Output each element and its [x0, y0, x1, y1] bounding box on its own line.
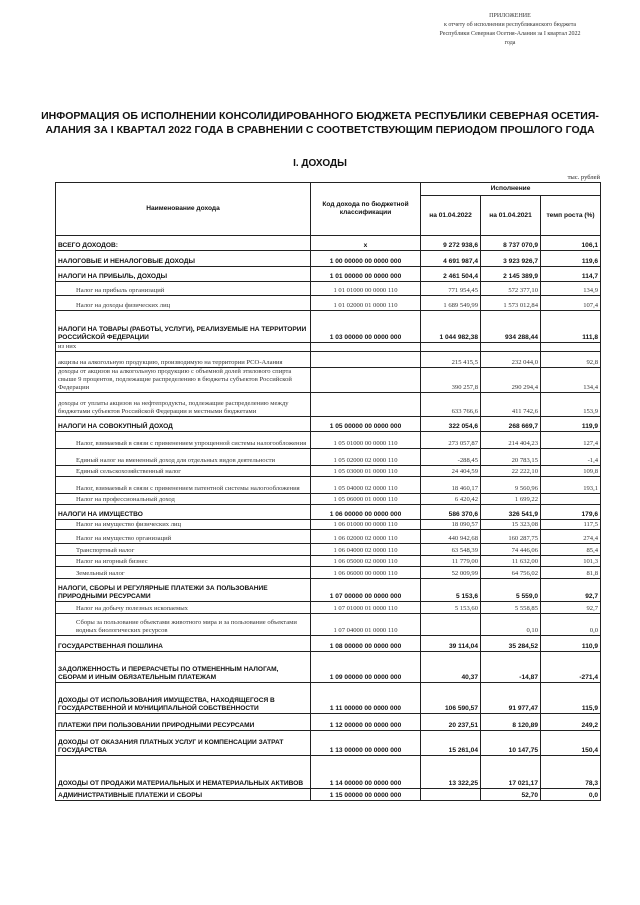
row-growth: 117,5 [541, 520, 601, 530]
row-code: 1 05 01000 00 0000 110 [311, 432, 421, 449]
appendix-line: ПРИЛОЖЕНИЕ [489, 13, 531, 19]
row-code: 1 06 01000 00 0000 110 [311, 520, 421, 530]
row-value-2022 [421, 343, 481, 352]
section-title: I. ДОХОДЫ [293, 158, 347, 169]
row-value-2022: 9 272 938,6 [421, 236, 481, 251]
header-2021: на 01.04.2021 [481, 196, 541, 236]
row-growth: 92,8 [541, 352, 601, 368]
row-growth [541, 494, 601, 505]
row-value-2021 [481, 343, 541, 352]
row-name: Налог на добычу полезных ископаемых [56, 602, 311, 614]
appendix-line: Республики Северная Осетия-Алания за I квартал 2022 [439, 31, 581, 37]
row-value-2021: 17 021,17 [481, 756, 541, 789]
row-code [311, 393, 421, 417]
row-value-2022: 4 691 987,4 [421, 251, 481, 267]
row-code [311, 352, 421, 368]
row-value-2021: 15 323,08 [481, 520, 541, 530]
row-value-2021: 11 632,00 [481, 556, 541, 567]
row-value-2022: 322 054,6 [421, 417, 481, 432]
row-name: Налог на имущество организаций [56, 530, 311, 544]
header-code: Код дохода по бюджетной классификации [311, 183, 421, 236]
row-value-2021: 5 559,0 [481, 579, 541, 602]
row-value-2021: 64 756,02 [481, 567, 541, 579]
table-row [56, 756, 601, 789]
row-name: ЗАДОЛЖЕННОСТЬ И ПЕРЕРАСЧЕТЫ ПО ОТМЕНЕННЫМ НАЛОГАМ, СБОРАМ И ИНЫМ ОБЯЗАТЕЛЬНЫМ ПЛАТЕЖАМ [56, 652, 311, 683]
row-value-2021: 160 287,75 [481, 530, 541, 544]
row-value-2022: 273 057,87 [421, 432, 481, 449]
row-value-2022: 52 009,99 [421, 567, 481, 579]
row-growth: 92,7 [541, 579, 601, 602]
appendix-line: к отчету об исполнении республиканского бюджета [443, 22, 577, 28]
table-row [56, 311, 601, 343]
row-value-2022: 39 114,04 [421, 636, 481, 652]
table-row [56, 714, 601, 731]
table-row [56, 652, 601, 683]
row-name: акцизы на алкогольную продукцию, производимую на территории РСО-Алания [56, 352, 311, 368]
row-growth: -271,4 [541, 652, 601, 683]
row-value-2021: 74 446,06 [481, 544, 541, 556]
row-name: АДМИНИСТРАТИВНЫЕ ПЛАТЕЖИ И СБОРЫ [56, 789, 311, 801]
row-name: из них [56, 343, 311, 352]
row-value-2021: 326 541,9 [481, 505, 541, 520]
header-2022: на 01.04.2022 [421, 196, 481, 236]
header-growth: темп роста (%) [541, 196, 601, 236]
row-name: ПЛАТЕЖИ ПРИ ПОЛЬЗОВАНИИ ПРИРОДНЫМИ РЕСУРСАМИ [56, 714, 311, 731]
row-code: 1 06 04000 02 0000 110 [311, 544, 421, 556]
row-value-2022: 24 404,59 [421, 466, 481, 477]
row-growth: 119,9 [541, 417, 601, 432]
row-name: ГОСУДАРСТВЕННАЯ ПОШЛИНА [56, 636, 311, 652]
row-growth: 153,9 [541, 393, 601, 417]
row-code: 1 13 00000 00 0000 000 [311, 731, 421, 756]
row-growth: 106,1 [541, 236, 601, 251]
row-value-2022: 20 237,51 [421, 714, 481, 731]
row-code: 1 07 04000 01 0000 110 [311, 614, 421, 636]
row-code: 1 14 00000 00 0000 000 [311, 756, 421, 789]
row-code: 1 03 00000 00 0000 000 [311, 311, 421, 343]
table-row [56, 432, 601, 449]
row-value-2022: 18 460,17 [421, 477, 481, 494]
table-row [56, 393, 601, 417]
row-value-2021: 91 977,47 [481, 683, 541, 714]
row-value-2022: 771 954,45 [421, 282, 481, 296]
row-name: Налог на прибыль организаций [56, 282, 311, 296]
row-growth: 110,9 [541, 636, 601, 652]
row-name: Налог на игорный бизнес [56, 556, 311, 567]
row-code: 1 07 01000 01 0000 110 [311, 602, 421, 614]
table-row [56, 417, 601, 432]
row-value-2021: 20 783,15 [481, 449, 541, 466]
row-name: Налог на профессиональный доход [56, 494, 311, 505]
row-growth: 134,9 [541, 282, 601, 296]
row-name: НАЛОГИ НА ПРИБЫЛЬ, ДОХОДЫ [56, 267, 311, 282]
row-value-2021: 214 404,23 [481, 432, 541, 449]
row-value-2022: 63 548,39 [421, 544, 481, 556]
table-row [56, 505, 601, 520]
row-value-2021: 934 288,44 [481, 311, 541, 343]
row-value-2022: 215 415,5 [421, 352, 481, 368]
row-code: 1 05 02000 02 0000 110 [311, 449, 421, 466]
table-row [56, 567, 601, 579]
unit-label: тыс. рублей [567, 174, 600, 181]
header-execution: Исполнение [421, 183, 601, 196]
row-value-2021: 8 737 070,9 [481, 236, 541, 251]
table-row [56, 466, 601, 477]
row-value-2022: 15 261,04 [421, 731, 481, 756]
row-name: доходы от акцизов на алкогольную продукцию с объемной долей этилового спирта свыше 9 процентов, подлежащие распределению в бюджеты субъектов Российской Федерации [56, 368, 311, 393]
row-name: Единый сельскохозяйственный налог [56, 466, 311, 477]
row-value-2022: 13 322,25 [421, 756, 481, 789]
row-value-2021: 0,10 [481, 614, 541, 636]
row-name: НАЛОГИ НА СОВОКУПНЫЙ ДОХОД [56, 417, 311, 432]
row-growth: 107,4 [541, 296, 601, 311]
row-value-2022: 106 590,57 [421, 683, 481, 714]
row-name: Налог на имущество физических лиц [56, 520, 311, 530]
row-growth: 0,0 [541, 614, 601, 636]
row-name: доходы от уплаты акцизов на нефтепродукты, подлежащие распределению между бюджетами субъектов Российской Федерации и местными бюджетами [56, 393, 311, 417]
row-value-2021: 52,70 [481, 789, 541, 801]
table-row [56, 683, 601, 714]
row-name: Налог на доходы физических лиц [56, 296, 311, 311]
header-name: Наименование дохода [56, 183, 311, 236]
row-code: 1 11 00000 00 0000 000 [311, 683, 421, 714]
row-growth: 109,8 [541, 466, 601, 477]
row-value-2022: 586 370,6 [421, 505, 481, 520]
row-value-2022: 5 153,6 [421, 579, 481, 602]
table-row [56, 636, 601, 652]
row-growth: 85,4 [541, 544, 601, 556]
row-growth: -1,4 [541, 449, 601, 466]
row-value-2022: 5 153,60 [421, 602, 481, 614]
row-value-2022: 633 766,6 [421, 393, 481, 417]
row-code: 1 09 00000 00 0000 000 [311, 652, 421, 683]
document-title: ИНФОРМАЦИЯ ОБ ИСПОЛНЕНИИ КОНСОЛИДИРОВАННОГО БЮДЖЕТА РЕСПУБЛИКИ СЕВЕРНАЯ ОСЕТИЯ-АЛАНИЯ ЗА I КВАРТАЛ 2022 ГОДА В СРАВНЕНИИ С СООТВЕТСТВУЮЩИМ ПЕРИОДОМ ПРОШЛОГО ГОДА [41, 110, 599, 136]
table-row [56, 343, 601, 352]
row-code: 1 12 00000 00 0000 000 [311, 714, 421, 731]
row-value-2021: 22 222,10 [481, 466, 541, 477]
row-value-2022 [421, 614, 481, 636]
row-name: НАЛОГИ НА ИМУЩЕСТВО [56, 505, 311, 520]
row-code: х [311, 236, 421, 251]
row-growth: 101,3 [541, 556, 601, 567]
row-value-2022: -288,45 [421, 449, 481, 466]
row-growth: 150,4 [541, 731, 601, 756]
row-value-2022: 390 257,8 [421, 368, 481, 393]
table-row [56, 789, 601, 801]
row-growth [541, 343, 601, 352]
row-code: 1 06 05000 02 0000 110 [311, 556, 421, 567]
row-code: 1 08 00000 00 0000 000 [311, 636, 421, 652]
row-growth: 92,7 [541, 602, 601, 614]
row-value-2022: 11 779,00 [421, 556, 481, 567]
row-value-2021: 1 573 012,84 [481, 296, 541, 311]
row-value-2022: 6 420,42 [421, 494, 481, 505]
row-value-2021: 9 560,96 [481, 477, 541, 494]
row-name: Земельный налог [56, 567, 311, 579]
row-code: 1 01 02000 01 0000 110 [311, 296, 421, 311]
row-value-2021: 5 558,85 [481, 602, 541, 614]
row-code [311, 368, 421, 393]
row-name: НАЛОГИ НА ТОВАРЫ (РАБОТЫ, УСЛУГИ), РЕАЛИЗУЕМЫЕ НА ТЕРРИТОРИИ РОССИЙСКОЙ ФЕДЕРАЦИИ [56, 311, 311, 343]
row-code [311, 343, 421, 352]
row-growth: 81,8 [541, 567, 601, 579]
row-name: ДОХОДЫ ОТ ПРОДАЖИ МАТЕРИАЛЬНЫХ И НЕМАТЕРИАЛЬНЫХ АКТИВОВ [56, 756, 311, 789]
table-row [56, 282, 601, 296]
row-name: Единый налог на вмененный доход для отдельных видов деятельности [56, 449, 311, 466]
row-value-2021: 572 377,10 [481, 282, 541, 296]
row-code: 1 07 00000 00 0000 000 [311, 579, 421, 602]
row-growth: 134,4 [541, 368, 601, 393]
row-value-2021: -14,87 [481, 652, 541, 683]
row-value-2022: 18 090,57 [421, 520, 481, 530]
row-growth: 114,7 [541, 267, 601, 282]
row-value-2021: 35 284,52 [481, 636, 541, 652]
row-name: ДОХОДЫ ОТ ОКАЗАНИЯ ПЛАТНЫХ УСЛУГ И КОМПЕНСАЦИИ ЗАТРАТ ГОСУДАРСТВА [56, 731, 311, 756]
row-code: 1 05 04000 02 0000 110 [311, 477, 421, 494]
row-growth: 111,8 [541, 311, 601, 343]
table-row [56, 449, 601, 466]
row-code: 1 05 03000 01 0000 110 [311, 466, 421, 477]
row-growth: 274,4 [541, 530, 601, 544]
row-growth: 0,0 [541, 789, 601, 801]
table-row [56, 477, 601, 494]
table-row [56, 556, 601, 567]
appendix-line: года [504, 40, 516, 46]
row-code: 1 01 00000 00 0000 000 [311, 267, 421, 282]
row-value-2021: 3 923 926,7 [481, 251, 541, 267]
row-name: Транспортный налог [56, 544, 311, 556]
table-row [56, 352, 601, 368]
row-name: НАЛОГОВЫЕ И НЕНАЛОГОВЫЕ ДОХОДЫ [56, 251, 311, 267]
row-value-2021: 290 294,4 [481, 368, 541, 393]
table-row [56, 368, 601, 393]
row-value-2021: 411 742,6 [481, 393, 541, 417]
row-code: 1 06 06000 00 0000 110 [311, 567, 421, 579]
row-value-2021: 2 145 389,9 [481, 267, 541, 282]
row-growth: 115,9 [541, 683, 601, 714]
row-code: 1 05 00000 00 0000 000 [311, 417, 421, 432]
table-row [56, 602, 601, 614]
row-value-2022: 440 942,68 [421, 530, 481, 544]
table-row [56, 579, 601, 602]
row-code: 1 15 00000 00 0000 000 [311, 789, 421, 801]
row-name: ВСЕГО ДОХОДОВ: [56, 236, 311, 251]
table-row [56, 236, 601, 251]
row-growth: 179,6 [541, 505, 601, 520]
row-growth: 193,1 [541, 477, 601, 494]
row-value-2022 [421, 789, 481, 801]
table-row [56, 251, 601, 267]
row-value-2021: 268 669,7 [481, 417, 541, 432]
row-value-2021: 10 147,75 [481, 731, 541, 756]
table-row [56, 530, 601, 544]
row-name: Налог, взимаемый в связи с применением упрощенной системы налогообложения [56, 432, 311, 449]
row-value-2022: 1 044 982,38 [421, 311, 481, 343]
row-value-2022: 1 689 549,99 [421, 296, 481, 311]
row-value-2022: 2 461 504,4 [421, 267, 481, 282]
row-code: 1 06 00000 00 0000 000 [311, 505, 421, 520]
row-value-2022: 40,37 [421, 652, 481, 683]
row-growth: 78,3 [541, 756, 601, 789]
row-code: 1 06 02000 02 0000 110 [311, 530, 421, 544]
table-row [56, 614, 601, 636]
revenue-table [55, 182, 601, 801]
row-code: 1 01 01000 00 0000 110 [311, 282, 421, 296]
row-growth: 127,4 [541, 432, 601, 449]
row-value-2021: 1 699,22 [481, 494, 541, 505]
table-row [56, 544, 601, 556]
row-value-2021: 232 044,0 [481, 352, 541, 368]
table-row [56, 494, 601, 505]
row-growth: 119,6 [541, 251, 601, 267]
row-code: 1 00 00000 00 0000 000 [311, 251, 421, 267]
appendix-note [415, 12, 605, 48]
table-row [56, 296, 601, 311]
row-name: Сборы за пользование объектами животного мира и за пользование объектами водных биологических ресурсов [56, 614, 311, 636]
row-name: Налог, взимаемый в связи с применением патентной системы налогообложения [56, 477, 311, 494]
row-code: 1 05 06000 01 0000 110 [311, 494, 421, 505]
table-row [56, 520, 601, 530]
row-name: ДОХОДЫ ОТ ИСПОЛЬЗОВАНИЯ ИМУЩЕСТВА, НАХОДЯЩЕГОСЯ В ГОСУДАРСТВЕННОЙ И МУНИЦИПАЛЬНОЙ СОБСТВЕННОСТИ [56, 683, 311, 714]
row-growth: 249,2 [541, 714, 601, 731]
table-row [56, 267, 601, 282]
table-row [56, 731, 601, 756]
row-name: НАЛОГИ, СБОРЫ И РЕГУЛЯРНЫЕ ПЛАТЕЖИ ЗА ПОЛЬЗОВАНИЕ ПРИРОДНЫМИ РЕСУРСАМИ [56, 579, 311, 602]
row-value-2021: 8 120,89 [481, 714, 541, 731]
